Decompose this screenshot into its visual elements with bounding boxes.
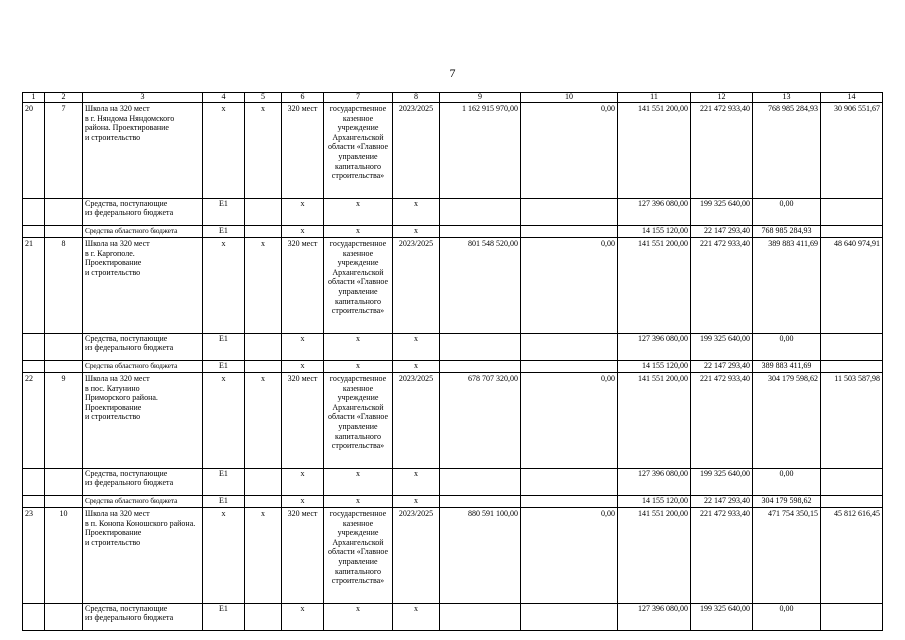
cell-col-12: 221 472 933,40 [691, 508, 753, 604]
cell-col-3: Школа на 320 мест в п. Конопа Коношского района. Проектирование и строительство [83, 508, 203, 604]
cell-col-12: 22 147 293,40 [691, 361, 753, 373]
table-row-funding [23, 199, 883, 226]
cell-col-9: 1 162 915 970,00 [440, 103, 521, 199]
cell-col-3: Средства областного бюджета [83, 226, 203, 238]
cell-col-14 [821, 604, 883, 631]
column-header-7: 7 [324, 93, 393, 103]
cell-col-3: Средства, поступающие из федерального бюджета [83, 199, 203, 226]
cell-col-12: 221 472 933,40 [691, 373, 753, 469]
cell-col-5: х [245, 103, 282, 199]
cell-col-1 [23, 469, 45, 496]
column-header-12: 12 [691, 93, 753, 103]
table-row-funding [23, 226, 883, 238]
cell-col-9: 678 707 320,00 [440, 373, 521, 469]
cell-col-5: х [245, 238, 282, 334]
cell-col-10: 0,00 [521, 103, 618, 199]
cell-col-11: 141 551 200,00 [618, 238, 691, 334]
cell-col-1 [23, 496, 45, 508]
cell-col-7: государственное казенное учреждение Архангельской области «Главное управление капитального строительства» [324, 238, 393, 334]
cell-col-4: Е1 [203, 334, 245, 361]
cell-col-2 [45, 334, 83, 361]
cell-col-1 [23, 199, 45, 226]
cell-col-9: 801 548 520,00 [440, 238, 521, 334]
cell-col-5 [245, 469, 282, 496]
cell-col-4: х [203, 238, 245, 334]
cell-col-7: х [324, 469, 393, 496]
table-row-funding [23, 604, 883, 631]
cell-col-9 [440, 361, 521, 373]
cell-col-5: х [245, 373, 282, 469]
cell-col-11: 141 551 200,00 [618, 103, 691, 199]
cell-col-7: х [324, 334, 393, 361]
cell-col-8: 2023/2025 [393, 103, 440, 199]
cell-col-4: х [203, 373, 245, 469]
cell-col-6: 320 мест [282, 373, 324, 469]
cell-col-9 [440, 226, 521, 238]
cell-col-6: х [282, 496, 324, 508]
cell-col-11: 141 551 200,00 [618, 508, 691, 604]
cell-col-12: 221 472 933,40 [691, 103, 753, 199]
cell-col-7: государственное казенное учреждение Архангельской области «Главное управление капитального строительства» [324, 508, 393, 604]
cell-col-4: х [203, 508, 245, 604]
cell-col-9 [440, 334, 521, 361]
table-row-funding [23, 496, 883, 508]
cell-col-12: 199 325 640,00 [691, 469, 753, 496]
column-header-13: 13 [753, 93, 821, 103]
cell-col-9 [440, 199, 521, 226]
cell-col-11: 127 396 080,00 [618, 334, 691, 361]
cell-col-6: 320 мест [282, 103, 324, 199]
cell-col-12: 221 472 933,40 [691, 238, 753, 334]
cell-col-5 [245, 496, 282, 508]
column-header-4: 4 [203, 93, 245, 103]
cell-col-3: Школа на 320 мест в г. Каргополе. Проектирование и строительство [83, 238, 203, 334]
table-row-funding [23, 361, 883, 373]
cell-col-6: х [282, 469, 324, 496]
cell-col-7: х [324, 199, 393, 226]
cell-col-2 [45, 199, 83, 226]
cell-col-6: х [282, 334, 324, 361]
cell-col-8: х [393, 334, 440, 361]
cell-col-1: 20 [23, 103, 45, 199]
cell-col-2: 9 [45, 373, 83, 469]
cell-col-7: государственное казенное учреждение Архангельской области «Главное управление капитального строительства» [324, 373, 393, 469]
column-header-2: 2 [45, 93, 83, 103]
cell-col-10 [521, 226, 618, 238]
column-header-8: 8 [393, 93, 440, 103]
column-header-1: 1 [23, 93, 45, 103]
cell-col-3: Школа на 320 мест в пос. Катунино Приморского района. Проектирование и строительство [83, 373, 203, 469]
cell-col-3: Средства областного бюджета [83, 496, 203, 508]
cell-col-7: государственное казенное учреждение Архангельской области «Главное управление капитального строительства» [324, 103, 393, 199]
table-row-funding [23, 334, 883, 361]
cell-col-10: 0,00 [521, 508, 618, 604]
cell-col-9 [440, 604, 521, 631]
column-header-3: 3 [83, 93, 203, 103]
cell-col-13: 0,00 [753, 199, 821, 226]
cell-col-1 [23, 226, 45, 238]
cell-col-14: 30 906 551,67 [821, 103, 883, 199]
cell-col-7: х [324, 604, 393, 631]
column-header-9: 9 [440, 93, 521, 103]
cell-col-1 [23, 604, 45, 631]
cell-col-5 [245, 199, 282, 226]
cell-col-7: х [324, 496, 393, 508]
cell-col-11: 127 396 080,00 [618, 199, 691, 226]
cell-col-7: х [324, 226, 393, 238]
cell-col-6: 320 мест [282, 508, 324, 604]
cell-col-11: 14 155 120,00 [618, 226, 691, 238]
cell-col-14: 11 503 587,98 [821, 373, 883, 469]
cell-col-13: 768 985 284,93 [753, 226, 821, 238]
cell-col-1: 21 [23, 238, 45, 334]
cell-col-10 [521, 604, 618, 631]
cell-col-5 [245, 604, 282, 631]
cell-col-14: 48 640 974,91 [821, 238, 883, 334]
cell-col-8: х [393, 361, 440, 373]
cell-col-13: 471 754 350,15 [753, 508, 821, 604]
cell-col-13: 304 179 598,62 [753, 373, 821, 469]
cell-col-8: х [393, 199, 440, 226]
cell-col-11: 14 155 120,00 [618, 496, 691, 508]
cell-col-5 [245, 334, 282, 361]
cell-col-8: 2023/2025 [393, 238, 440, 334]
cell-col-11: 127 396 080,00 [618, 469, 691, 496]
cell-col-4: Е1 [203, 361, 245, 373]
cell-col-2 [45, 361, 83, 373]
cell-col-4: х [203, 103, 245, 199]
cell-col-6: 320 мест [282, 238, 324, 334]
column-header-10: 10 [521, 93, 618, 103]
cell-col-1: 22 [23, 373, 45, 469]
cell-col-13: 0,00 [753, 469, 821, 496]
cell-col-6: х [282, 361, 324, 373]
cell-col-8: х [393, 496, 440, 508]
table-body [23, 103, 883, 631]
table-row-object [23, 373, 883, 469]
cell-col-13: 389 883 411,69 [753, 238, 821, 334]
cell-col-5 [245, 361, 282, 373]
cell-col-6: х [282, 226, 324, 238]
cell-col-10 [521, 496, 618, 508]
cell-col-11: 141 551 200,00 [618, 373, 691, 469]
cell-col-3: Средства, поступающие из федерального бюджета [83, 469, 203, 496]
cell-col-4: Е1 [203, 226, 245, 238]
cell-col-14 [821, 334, 883, 361]
cell-col-14 [821, 469, 883, 496]
cell-col-5: х [245, 508, 282, 604]
cell-col-14 [821, 226, 883, 238]
cell-col-10 [521, 361, 618, 373]
table-row-object [23, 238, 883, 334]
cell-col-10 [521, 199, 618, 226]
cell-col-4: Е1 [203, 199, 245, 226]
cell-col-8: х [393, 226, 440, 238]
page-number: 7 [449, 66, 456, 80]
cell-col-9 [440, 496, 521, 508]
cell-col-4: Е1 [203, 604, 245, 631]
cell-col-8: х [393, 469, 440, 496]
cell-col-3: Средства областного бюджета [83, 361, 203, 373]
cell-col-12: 22 147 293,40 [691, 226, 753, 238]
cell-col-2 [45, 496, 83, 508]
cell-col-9: 880 591 100,00 [440, 508, 521, 604]
cell-col-13: 389 883 411,69 [753, 361, 821, 373]
cell-col-1: 23 [23, 508, 45, 604]
cell-col-3: Средства, поступающие из федерального бюджета [83, 334, 203, 361]
cell-col-14 [821, 496, 883, 508]
cell-col-14 [821, 361, 883, 373]
budget-table [22, 92, 883, 631]
cell-col-2: 7 [45, 103, 83, 199]
column-header-5: 5 [245, 93, 282, 103]
cell-col-11: 127 396 080,00 [618, 604, 691, 631]
column-header-6: 6 [282, 93, 324, 103]
cell-col-12: 22 147 293,40 [691, 496, 753, 508]
cell-col-3: Школа на 320 мест в г. Няндома Няндомского района. Проектирование и строительство [83, 103, 203, 199]
table-row-funding [23, 469, 883, 496]
cell-col-10: 0,00 [521, 373, 618, 469]
cell-col-3: Средства, поступающие из федерального бюджета [83, 604, 203, 631]
cell-col-10 [521, 469, 618, 496]
table-row-object [23, 508, 883, 604]
column-header-14: 14 [821, 93, 883, 103]
cell-col-13: 304 179 598,62 [753, 496, 821, 508]
cell-col-6: х [282, 604, 324, 631]
cell-col-12: 199 325 640,00 [691, 334, 753, 361]
cell-col-10: 0,00 [521, 238, 618, 334]
cell-col-13: 768 985 284,93 [753, 103, 821, 199]
cell-col-2 [45, 604, 83, 631]
cell-col-13: 0,00 [753, 334, 821, 361]
cell-col-9 [440, 469, 521, 496]
cell-col-2 [45, 469, 83, 496]
column-number-row [23, 93, 883, 103]
table-row-object [23, 103, 883, 199]
cell-col-8: 2023/2025 [393, 373, 440, 469]
cell-col-10 [521, 334, 618, 361]
cell-col-2: 8 [45, 238, 83, 334]
cell-col-14 [821, 199, 883, 226]
cell-col-8: 2023/2025 [393, 508, 440, 604]
column-header-11: 11 [618, 93, 691, 103]
cell-col-7: х [324, 361, 393, 373]
cell-col-11: 14 155 120,00 [618, 361, 691, 373]
cell-col-5 [245, 226, 282, 238]
cell-col-4: Е1 [203, 469, 245, 496]
cell-col-8: х [393, 604, 440, 631]
cell-col-12: 199 325 640,00 [691, 604, 753, 631]
cell-col-1 [23, 334, 45, 361]
cell-col-13: 0,00 [753, 604, 821, 631]
cell-col-1 [23, 361, 45, 373]
cell-col-4: Е1 [203, 496, 245, 508]
cell-col-14: 45 812 616,45 [821, 508, 883, 604]
cell-col-12: 199 325 640,00 [691, 199, 753, 226]
cell-col-6: х [282, 199, 324, 226]
cell-col-2 [45, 226, 83, 238]
cell-col-2: 10 [45, 508, 83, 604]
